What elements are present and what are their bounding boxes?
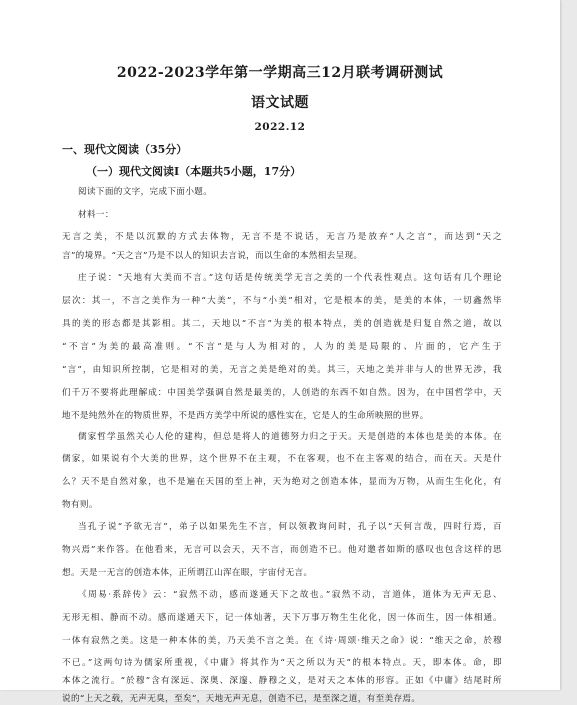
body-line: 庄子说：“天地有大美而不言。”这句话是传统美学无言之美的一个代表性观点。这句话有几个理论 xyxy=(78,273,502,283)
body-line: 儒家，如果说有个大美的世界，这个世界不在主观，不在客观，也不在主客观的结合，而在天。天是什 xyxy=(62,454,502,464)
body-line: 层次：其一，不言之美作为一种“大美”，不与“小美”相对，它是根本的美，是美的本体，一切鑫然毕 xyxy=(62,296,502,306)
document-date: 2022.12 xyxy=(254,121,306,133)
body-line: 具的美的形态都是其影相。其二，天地以“不言”为美的根本特点，美的创造就是归复自然之道，故以 xyxy=(62,319,502,329)
body-line: 言”的境界。“天之言”乃是不以人的知识去言说，而以生命的本然相去呈现。 xyxy=(62,251,363,261)
section-heading: 一、现代文阅读（35分） xyxy=(62,143,188,156)
document-title: 2022-2023学年第一学期高三12月联考调研测试 xyxy=(116,65,444,81)
subsection-heading: （一）现代文阅读Ⅰ（本题共5小题，17分） xyxy=(86,165,302,178)
body-line: 无言之美，不是以沉默的方式去体物，无言不是不说话，无言乃是放弃“人之言”，而达到“天之 xyxy=(62,232,502,242)
body-line: 《周易·系辞传》云：“寂然不动，感而遂通天下之故也。”寂然不动，言道体，道体为无声无息、 xyxy=(78,590,502,600)
body-line: 无形无相、静而不动。感而遂通天下，记一体灿著，天下万事万物生生化化，因一体而生，因一体相通。 xyxy=(62,613,502,623)
body-line: 物有则。 xyxy=(62,500,98,510)
body-line: 本体之流行。“於穆”含有深远、深奥、深邃、静穆之义，是对天之本体的形容。正如《中庸》结尾时所 xyxy=(62,676,502,686)
body-line: 物兴焉”来作答。在他看来，无言可以会天，天不言，而创造不已。他对邀者如斯的感叹也包含这样的思 xyxy=(62,545,502,555)
body-line: 们千万不要将此理解成：中国美学强调自然是最美的，人创造的东西不如自然。因为，在中国哲学中，天 xyxy=(62,388,502,398)
body-line: “言”，由知识所控制，它是相对的美，无言之美是绝对的美。其三，天地之美并非与人的世界无涉，我 xyxy=(62,365,502,375)
document-subtitle: 语文试题 xyxy=(251,95,309,111)
body-line: 一体有寂然之美。这是一种本体的美，乃天美不言之美。在《诗·周颂·维天之命》说：“维天之命，於穆 xyxy=(62,636,502,646)
body-line: 地不是纯然外在的物质世界，不是西方美学中所说的感性实在，它是人的生命所映照的世界。 xyxy=(62,411,429,421)
body-line: “不言”为美的最高准则。“不言”是与人为相对的，人为的美是局限的、片面的，它产生于 xyxy=(62,342,502,352)
body-line: 儒家哲学虽然关心人伦的建构，但总是将人的道德努力归之于天。天是创造的本体也是美的本体。在 xyxy=(78,432,502,442)
body-line: 当孔子说“予欲无言”，弟子以如果先生不言，何以领教询问时，孔子以“天何言哉，四时行焉，百 xyxy=(78,522,502,532)
body-line: 想。天是一无言的创造本体，正所谓江山浑在眼，宇宙付无言。 xyxy=(62,568,313,578)
body-line: 说的“上天之载，无声无臭，至矣”，天地无声无息，创造不已，是至深之道，有至美存焉。 xyxy=(62,694,421,704)
material-label: 材料一： xyxy=(78,210,114,220)
instruction-line: 阅读下面的文字，完成下面小题。 xyxy=(78,187,213,197)
body-line: 么？天不是自然对象，也不是遍在天国的至上神，天为绝对之创造本体，显而为万物，从而生生化化，有 xyxy=(62,477,502,487)
body-line: 不已。”这两句诗为儒家所重视，《中庸》将其作为“天之所以为天”的根本特点。天，即本体。命，即 xyxy=(62,658,502,668)
